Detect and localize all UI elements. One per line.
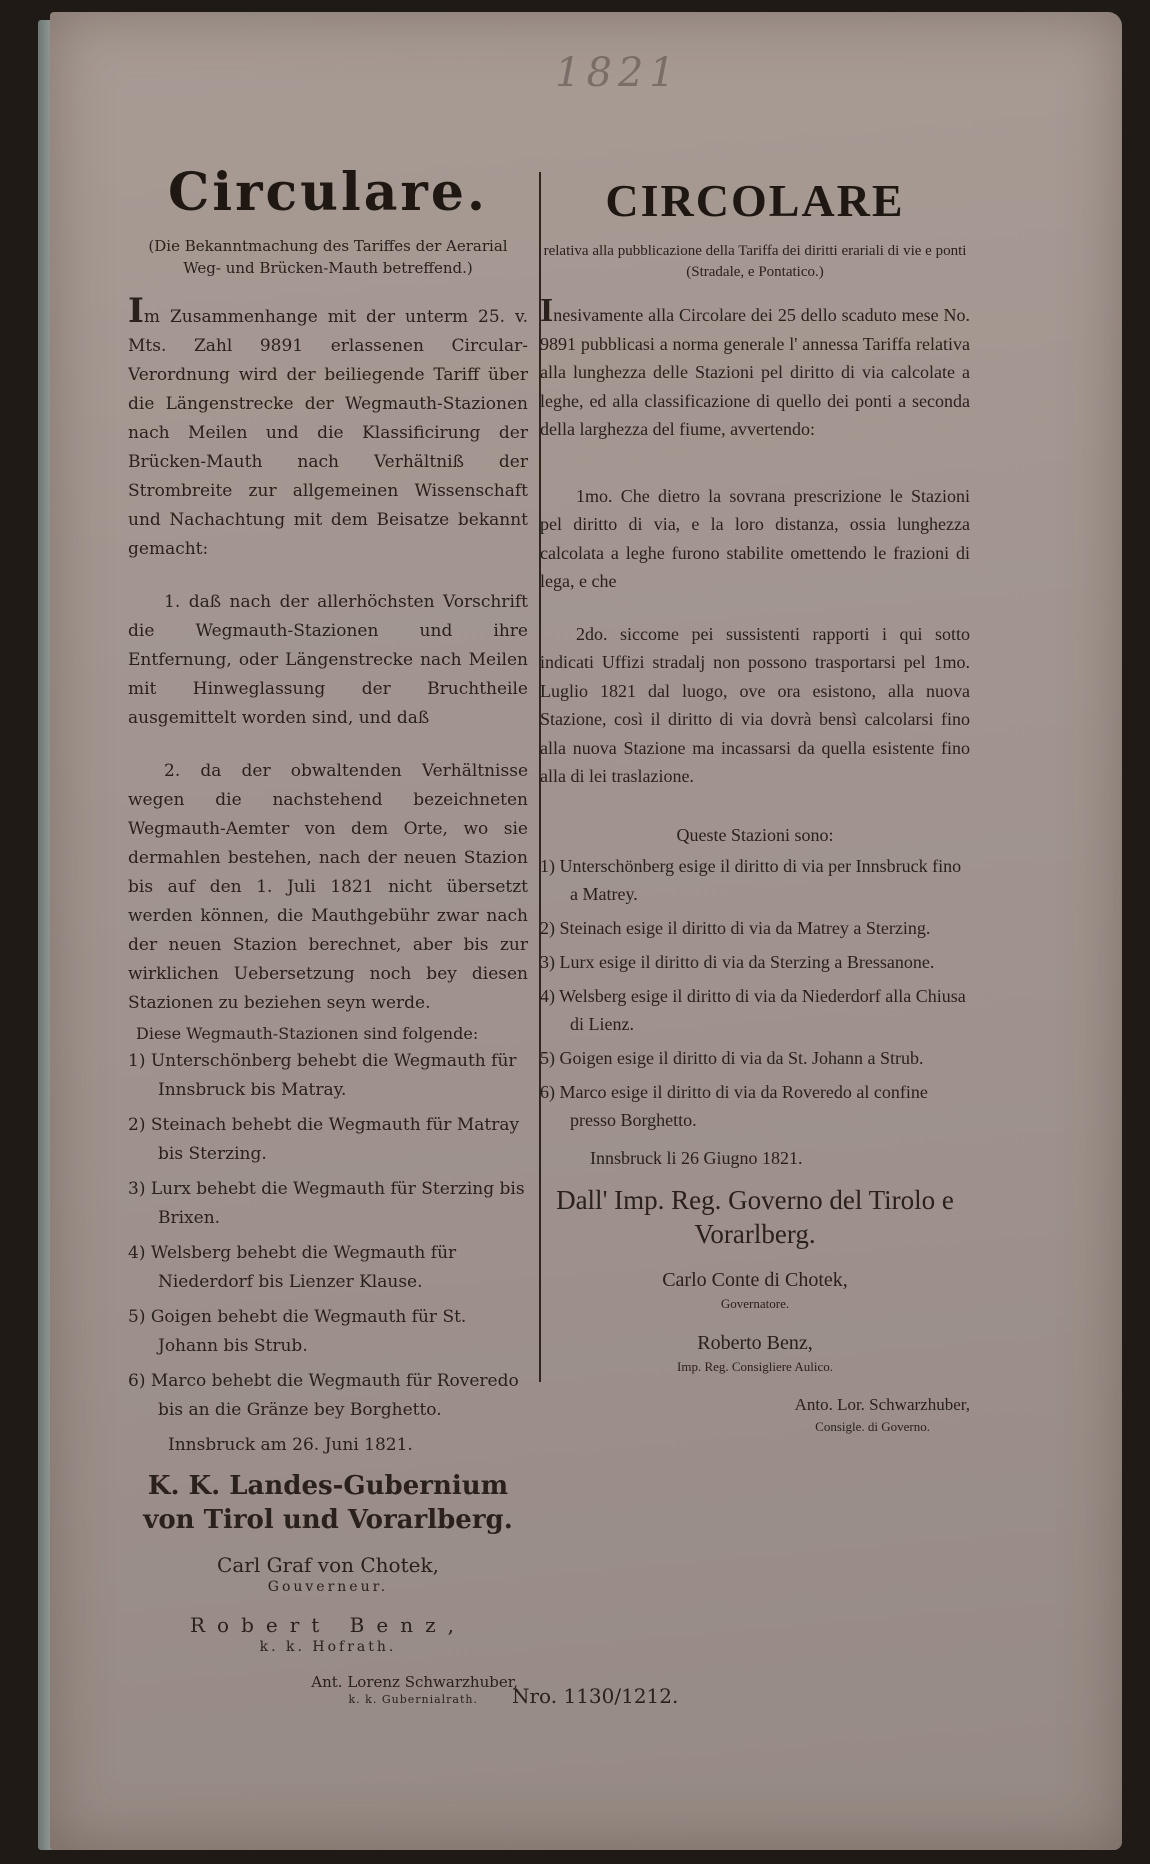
german-station-3: 3) Lurx behebt die Wegmauth für Sterzing bis Brixen. — [128, 1179, 525, 1228]
german-intro — [128, 291, 528, 564]
german-station-2: 2) Steinach behebt die Wegmauth für Matray bis Sterzing. — [128, 1115, 520, 1164]
italian-authority: Dall' Imp. Reg. Governo del Tirolo e Vorarlberg. — [556, 1184, 954, 1249]
italian-signatory-3-role: Consigle. di Governo. — [815, 1418, 930, 1434]
italian-signatory-2: Roberto Benz, — [697, 1331, 813, 1354]
german-stations-heading: Diese Wegmauth-Stazionen sind folgende: — [136, 1024, 479, 1043]
german-intro-text: m Zusammenhange mit der unterm 25. v. Mts. Zahl 9891 erlassenen Circular-Verordnung wird der beiliegende Tariff über die Längenstrecke der Wegmauth-Stazionen nach Meilen und die Klassificirung der Brücken-Mauth nach Verhältniß der Strombreite zur allgemeinen Wissenschaft und Nachachtung mit dem Beisatze bekannt gemacht: — [128, 307, 528, 559]
italian-date: Innsbruck li 26 Giugno 1821. — [590, 1147, 803, 1168]
italian-stations-heading: Queste Stazioni sono: — [676, 824, 834, 845]
german-signatory-1-role: Gouverneur. — [267, 1579, 389, 1595]
italian-point-1: 1mo. Che dietro la sovrana prescrizione le Stazioni pel diritto di via, e la loro distanza, ossia lunghezza calcolata a leghe furono stabilite omettendo le frazioni di lega, e che — [540, 485, 970, 591]
italian-title: CIRCOLARE — [605, 175, 905, 226]
document-number: Nro. 1130/1212. — [512, 1684, 679, 1708]
paper-sheet — [50, 12, 1122, 1850]
italian-stations-list — [540, 852, 970, 1134]
german-date: Innsbruck am 26. Juni 1821. — [168, 1435, 413, 1455]
archive-mark: 1821 — [555, 50, 681, 96]
italian-signatory-1-role: Governatore. — [720, 1295, 790, 1311]
german-signatory-2: Robert Benz, — [189, 1613, 466, 1637]
italian-point-2: 2do. siccome pei sussistenti rapporti i qui sotto indicati Uffizi stradalj non possono trasportarsi pel 1mo. Luglio 1821 dal luogo, ove ora esistono, alla nuova Stazione, così il diritto di via dovrà bensì calcolarsi fino alla nuova Stazione ma incassarsi da quella esistente fino alla di lei traslazione. — [540, 623, 970, 786]
german-station-4: 4) Welsberg behebt die Wegmauth für Niederdorf bis Lienzer Klause. — [128, 1243, 457, 1292]
german-column — [128, 162, 528, 1706]
italian-column — [540, 162, 970, 1435]
italian-station-5: 5) Goigen esige il diritto di via da St. Johann a Strub. — [540, 1047, 924, 1068]
german-point-2: 2. da der obwaltenden Verhältnisse wegen die nachstehend bezeichneten Wegmauth-Aemter von dem Orte, wo sie dermahlen bestehen, nach der neuen Stazion bis auf den 1. Juli 1821 nicht übersetzt werden können, die Mauthgebühr zwar nach der neuen Stazion berechnet, aber bis zur wirklichen Uebersetzung noch bey diesen Stazionen zu beziehen seyn werde. — [128, 761, 528, 1013]
german-signatory-2-role: k. k. Hofrath. — [259, 1639, 397, 1655]
italian-signatory-3: Anto. Lor. Schwarzhuber, — [794, 1394, 970, 1414]
german-station-1: 1) Unterschönberg behebt die Wegmauth für Innsbruck bis Matray. — [128, 1051, 517, 1100]
italian-station-2: 2) Steinach esige il diritto di via da Matrey a Sterzing. — [540, 917, 931, 938]
german-signatory-1: Carl Graf von Chotek, — [217, 1553, 439, 1577]
italian-station-4: 4) Welsberg esige il diritto di via da Niederdorf alla Chiusa di Lienz. — [540, 985, 966, 1034]
german-station-6: 6) Marco behebt die Wegmauth für Roveredo bis an die Gränze bey Borghetto. — [128, 1371, 519, 1420]
german-authority: K. K. Landes-Gubernium von Tirol und Vorarlberg. — [143, 1471, 513, 1535]
italian-dropcap: I — [540, 292, 554, 329]
italian-subtitle: relativa alla pubblicazione della Tariffa dei diritti erariali di vie e ponti (Stradale, e Pontatico.) — [543, 243, 967, 280]
italian-station-3: 3) Lurx esige il diritto di via da Sterzing a Bressanone. — [540, 951, 935, 972]
german-dropcap: I — [128, 291, 144, 331]
italian-signatory-1: Carlo Conte di Chotek, — [662, 1268, 848, 1291]
german-station-5: 5) Goigen behebt die Wegmauth für St. Johann bis Strub. — [128, 1307, 467, 1356]
italian-intro — [540, 292, 970, 444]
italian-station-6: 6) Marco esige il diritto di via da Roveredo al confine presso Borghetto. — [540, 1081, 928, 1130]
german-signatory-3: Ant. Lorenz Schwarzhuber, — [311, 1673, 518, 1691]
german-title: Circulare. — [167, 162, 489, 223]
german-subtitle: (Die Bekanntmachung des Tariffes der Aerarial Weg- und Brücken-Mauth betreffend.) — [148, 237, 508, 277]
italian-intro-text: nesivamente alla Circolare dei 25 dello scaduto mese No. 9891 pubblicasi a norma generale l' annessa Tariffa relativa alla lunghezza delle Stazioni pel diritto di via calcolate a leghe, ed alla classificazione di quello dei ponti a seconda della larghezza del fiume, avvertendo: — [540, 305, 970, 439]
german-point-1: 1. daß nach der allerhöchsten Vorschrift die Wegmauth-Stazionen und ihre Entfernung, oder Längenstrecke nach Meilen mit Hinweglassung der Bruchtheile ausgemittelt worden sind, und daß — [128, 592, 528, 728]
german-stations-list — [128, 1047, 528, 1425]
italian-station-1: 1) Unterschönberg esige il diritto di via per Innsbruck fino a Matrey. — [540, 855, 962, 904]
german-signatory-3-role: k. k. Gubernialrath. — [348, 1693, 478, 1706]
italian-signatory-2-role: Imp. Reg. Consigliere Aulico. — [677, 1358, 833, 1374]
